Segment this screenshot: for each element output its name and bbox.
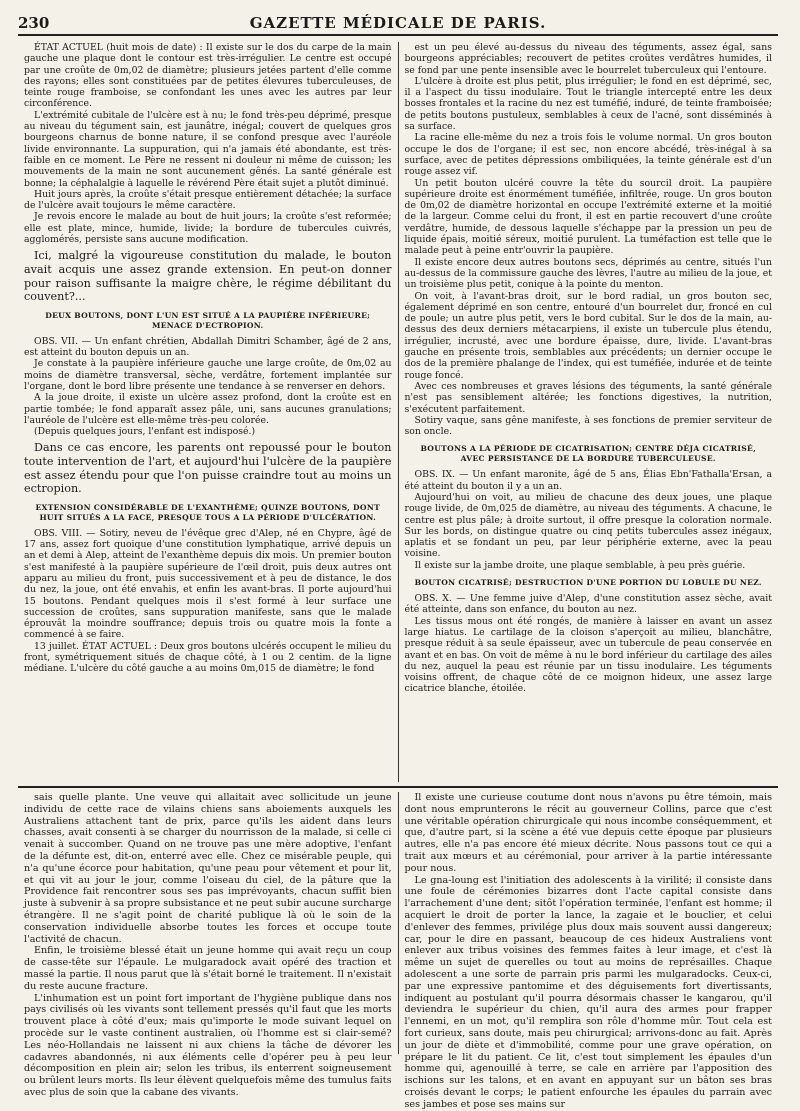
bottom-section [18, 792, 778, 1110]
section-divider [18, 786, 778, 788]
paragraph: Huit jours après, la croûte s'était presque entièrement détachée; la surface de l'ulcère avait toujours le même caractère. [24, 188, 392, 212]
paragraph: Un petit bouton ulcéré couvre la tête du sourcil droit. La paupière supérieure droite est énormément tuméfiée, infiltrée, rouge. Un gros bouton de 0m,02 de diamètre horizontal en occupe l'extrémité externe et la moitié de la largeur. Comme celui du front, il est en partie recouvert d'une croûte verdâtre, humide, de dessous laquelle s'échappe par la pression un peu de liquide épais, moitié séreux, moitié purulent. La tuméfaction est telle que le malade peut à peine entr'ouvrir la paupière. [404, 177, 772, 257]
paragraph: Sotiry vaque, sans gêne manifeste, à ses fonctions de premier serviteur de son oncle. [404, 414, 772, 438]
top-section [18, 42, 778, 782]
commentary-paragraph: Ici, malgré la vigoureuse constitution du malade, le bouton avait acquis une assez grande extension. En peut-on donner pour raison suffisante la maigre chère, le régime débilitant du couvent?... [24, 249, 392, 304]
paragraph: Le gna-loung est l'initiation des adolescents à la virilité; il consiste dans une foule de cérémonies bizarres dont l'acte capital consiste dans l'arrachement d'une dent; sitôt l'opération terminée, l'enfant est homme; il acquiert le droit de porter la lance, la zagaie et le bouclier, et celui d'enlever des femmes, privilége plus doux mais souvent aussi dangereux; car, pour le dire en passant, beaucoup de ces hideux Australiens vont enlever aux tribus voisines des femmes faites à leur image, et c'est là même un sujet de querelles ou tout au moins de représailles. Chaque adolescent a une sorte de parrain pris parmi les mulgaradocks. Ceux-ci, par une expressive pantomime et des déguisements fort divertissants, indiquent au postulant qu'il pourra désormais chasser le kangarou, qu'il deviendra le supérieur du chien, qu'il aura des armes pour frapper l'ennemi, en un mot, qu'il remplira son rôle d'homme mûr. Tout cela est fort curieux, sans doute, mais peu chirurgical; arrivons-donc au fait. Après un jour de diète et d'immobilité, comme pour une grave opération, on prépare le lit du patient. Ce lit, c'est tout simplement les épaules d'un homme qui, agenouillé à terre, se cale en arrière par l'apposition des ischions sur les talons, et en avant en appuyant sur un bâton ses bras croisés devant le corps; le patient enfourche les épaules du parrain avec ses jambes et pose ses mains sur [404, 874, 772, 1110]
paragraph: Avec ces nombreuses et graves lésions des téguments, la santé générale n'est pas sensiblement altérée; les fonctions digestives, la nutrition, s'exécutent parfaitement. [404, 380, 772, 415]
paragraph: OBS. VII. — Un enfant chrétien, Abdallah Dimitri Schamber, âgé de 2 ans, est atteint du bouton depuis un an. [24, 335, 392, 359]
paragraph: OBS. VIII. — Sotiry, neveu de l'évêque grec d'Alep, né en Chypre, âgé de 17 ans, assez fort quoique d'une constitution lymphatique, arrivé depuis un an et demi à Alep, atteint de l'exanthème depuis dix mois. Un premier bouton s'est manifesté à la paupière supérieure de l'œil droit, puis deux autres ont apparu au milieu du front, puis successivement et à peu de distance, le dos du nez, la joue, ont été envahis, et enfin les avant-bras. Il porte aujourd'hui 15 boutons. Pendant quelques mois il s'est formé à leur surface une succession de croûtes, sans suppuration manifeste, sans que le malade éprouvât la moindre souffrance; depuis trois ou quatre mois la fonte a commencé à se faire. [24, 527, 392, 641]
paragraph: A la joue droite, il existe un ulcère assez profond, dont la croûte est en partie tombée; le fond apparaît assez pâle, uni, sans aucunes granulations; l'auréole de l'ulcère est elle-même très-peu colorée. [24, 392, 392, 426]
paragraph: 13 juillet. ÉTAT ACTUEL : Deux gros boutons ulcérés occupent le milieu du front, symétriquement situés de chaque côté, à 1 ou 2 centim. de la ligne médiane. L'ulcère du côté gauche a au moins 0m,015 de diamètre; le fond [24, 640, 392, 675]
paragraph: Je constate à la paupière inférieure gauche une large croûte, de 0m,02 au moins de diamètre transversal, sèche, verdâtre, fortement implantée sur l'organe, dont le bord libre présente une tendance à se renverser en dehors. [24, 358, 392, 392]
section-heading: EXTENSION CONSIDÉRABLE DE L'EXANTHÈME; QUINZE BOUTONS, DONT HUIT SITUÉS A LA FACE, PRESQUE TOUS A LA PÉRIODE D'ULCÉRATION. [35, 502, 381, 522]
paragraph: Il existe une curieuse coutume dont nous n'avons pu être témoin, mais dont nous emprunterons le récit au gouverneur Collins, parce que c'est une véritable opération chirurgicale qui nous incombe conséquemment, et que, d'autre part, si la scène a été vue depuis cette époque par plusieurs autres, elle n'a pas encore été mieux décrite. Nous passons tout ce qui a trait aux mœurs et au cérémonial, pour arriver à la partie intéressante pour nous. [404, 792, 772, 874]
paragraph: sais quelle plante. Une veuve qui allaitait avec sollicitude un jeune individu de cette race de vilains chiens sans aboiements auxquels les Australiens attachent tant de prix, parce qu'ils les aident dans leurs chasses, avait consenti à se charger du nourrisson de la malade, si celle ci venait à succomber. Quand on ne trouve pas une mère adoptive, l'enfant de la défunte est, dit-on, enterré avec elle. Chez ce misérable peuple, qui n'a qu'une écorce pour habitation, qu'une peau pour vêtement et pour lit, et qui vit au jour le jour, comme l'oiseau du ciel, de la pâture que la Providence fait rencontrer sous ses pas imprévoyants, chacun suffit bien juste à subvenir à sa propre subsistance et ne peut subir aucune surcharge étrangère. Il ne s'agit point de charité publique là où le soin de la conservation individuelle absorbe toutes les forces et occupe toute l'activité de chacun. [24, 792, 392, 945]
paragraph: Aujourd'hui on voit, au milieu de chacune des deux joues, une plaque rouge livide, de 0m,025 de diamètre, au niveau des téguments. A chacune, le centre est plus pâle; à droite surtout, il offre presque la coloration normale. Sur les bords, on distingue quatre ou cinq petits tubercules assez inégaux, aplatis et se fondant un peu, par leur périphérie externe, avec la peau voisine. [404, 491, 772, 560]
section-heading: BOUTONS A LA PÉRIODE DE CICATRISATION; CENTRE DÉJA CICATRISÉ, AVEC PERSISTANCE DE LA BORDURE TUBERCULEUSE. [420, 444, 757, 464]
section-heading: DEUX BOUTONS, DONT L'UN EST SITUÉ A LA PAUPIÈRE INFÉRIEURE; MENACE D'ECTROPION. [45, 310, 371, 330]
bottom-right-column [399, 792, 779, 1110]
paragraph: (Depuis quelques jours, l'enfant est indisposé.) [34, 426, 256, 438]
bottom-left-column [18, 792, 399, 1098]
paragraph: OBS. X. — Une femme juive d'Alep, d'une constitution assez sèche, avait été atteinte, dans son enfance, du bouton au nez. [404, 593, 772, 616]
paragraph: Il existe encore deux autres boutons secs, déprimés au centre, situés l'un au-dessus de la commissure gauche des lèvres, l'autre au milieu de la joue, et un troisième plus petit, conique à la pointe du menton. [404, 256, 772, 291]
paragraph: On voit, à l'avant-bras droit, sur le bord radial, un gros bouton sec, également déprimé en son centre, entouré d'un bourrelet dur, froncé en cul de poule; un autre plus petit, vers le bord cubital. Sur le dos de la main, au-dessus des deux derniers métacarpiens, il existe un tubercule plus étendu, irrégulier, incrusté, avec une bordure épaisse, dure, livide. L'avant-bras gauche en présente trois, semblables aux précédents; un dernier occupe le dos de la première phalange de l'index, qui est tuméfiée, indurée et de teinte rouge foncé. [404, 290, 772, 381]
paragraph: L'inhumation est un point fort important de l'hygiène publique dans nos pays civilisés où les vivants sont tellement pressés qu'il faut que les morts trouvent place à côté d'eux; mais qu'importe le mode suivant lequel on procède sur le vaste continent australien, où l'homme est si clair-semé? Les néo-Hollandais ne laissent ni aux chiens la tâche de dévorer les cadavres abandonnés, ni aux éléments celle d'opérer peu à peu leur décomposition en plein air; selon les tribus, ils enterrent soigneusement ou brûlent leurs morts. Ils leur élèvent quelquefois même des tumulus faits avec plus de soin que la cabane des vivants. [24, 992, 392, 1098]
paragraph: L'extrémité cubitale de l'ulcère est à nu; le fond très-peu déprimé, presque au niveau du tégument sain, est jaunâtre, inégal; couvert de quelques gros bourgeons charnus de bonne nature, il se confond presque avec l'auréole livide environnante. La suppuration, qui n'a jamais été abondante, est très-faible en ce moment. Le Père ne ressent ni douleur ni même de cuisson; les mouvements de la main ne sont aucunement gênés. La santé générale est bonne; la céphalalgie à laquelle le révérend Père était sujet a plutôt diminué. [24, 109, 392, 189]
section-heading: BOUTON CICATRISÉ; DESTRUCTION D'UNE PORTION DU LOBULE DU NEZ. [414, 578, 762, 588]
paragraph: L'ulcère à droite est plus petit, plus irrégulier; le fond en est déprimé, sec, il a l'aspect du tissu inodulaire. Tout le triangle intercepté entre les deux bosses frontales et la racine du nez est tuméfié, induré, de teinte framboisée; de petits boutons pustuleux, semblables à ceux de l'acné, sont disséminés à sa surface. [404, 75, 772, 133]
left-column [18, 42, 399, 782]
page-number: 230 [18, 14, 50, 32]
paragraph: Les tissus mous ont été rongés, de manière à laisser en avant un assez large hiatus. Le cartilage de la cloison s'aperçoit au milieu, blanchâtre, presque réduit à sa seule épaisseur, avec un tubercule de peau conservée en avant et en bas. On voit de même à nu le bord inférieur du cartilage des ailes du nez, auquel la peau est réunie par un tissu inodulaire. Les téguments voisins offrent, de chaque côté de ce moignon hideux, une assez large cicatrice blanche, étoilée. [404, 615, 772, 695]
paragraph: est un peu élevé au-dessus du niveau des téguments, assez égal, sans bourgeons appréciables; recouvert de petites croûtes verdâtres humides, il se fond par une pente insensible avec le bourrelet tuberculeux qui l'entoure. [404, 42, 772, 76]
paragraph: Il existe sur la jambe droite, une plaque semblable, à peu près guérie. [414, 559, 746, 571]
paragraph: OBS. IX. — Un enfant maronite, âgé de 5 ans, Élias Ebn'Fathalla'Ersan, a été atteint du bouton il y a un an. [404, 469, 772, 492]
paragraph: Je revois encore le malade au bout de huit jours; la croûte s'est reformée; elle est plate, mince, humide, livide; la bordure de tubercules cuivrés, agglomérés, persiste sans aucune modification. [24, 211, 392, 246]
paragraph: La racine elle-même du nez a trois fois le volume normal. Un gros bouton occupe le dos de l'organe; il est sec, non encore abcédé, très-inégal à sa surface, avec de petites dépressions ombiliquées, la teinte générale est d'un rouge assez vif. [404, 132, 772, 178]
commentary-paragraph: Dans ce cas encore, les parents ont repoussé pour le bouton toute intervention de l'art, et aujourd'hui l'ulcère de la paupière est assez étendu pour que l'on puisse craindre tout au moins un ectropion. [24, 441, 392, 496]
right-column [399, 42, 779, 782]
page-header [18, 14, 778, 36]
journal-title: GAZETTE MÉDICALE DE PARIS. [249, 14, 547, 32]
paragraph: ÉTAT ACTUEL (huit mois de date) : Il existe sur le dos du carpe de la main gauche une plaque dont le contour est très-irrégulier. Le centre est occupé par une croûte de 0m,02 de diamètre; plusieurs jetées partent d'elle comme des rayons; elles sont constituées par de petites élevures tuberculeuses, de teinte rouge framboise, se confondant les unes avec les autres par leur circonférence. [24, 42, 392, 110]
paragraph: Enfin, le troisième blessé était un jeune homme qui avait reçu un coup de casse-tête sur l'épaule. Le mulgaradock avait opéré des traction et massé la partie. Il nous parut que là s'était borné le traitement. Il n'existait du reste aucune fracture. [24, 945, 392, 992]
